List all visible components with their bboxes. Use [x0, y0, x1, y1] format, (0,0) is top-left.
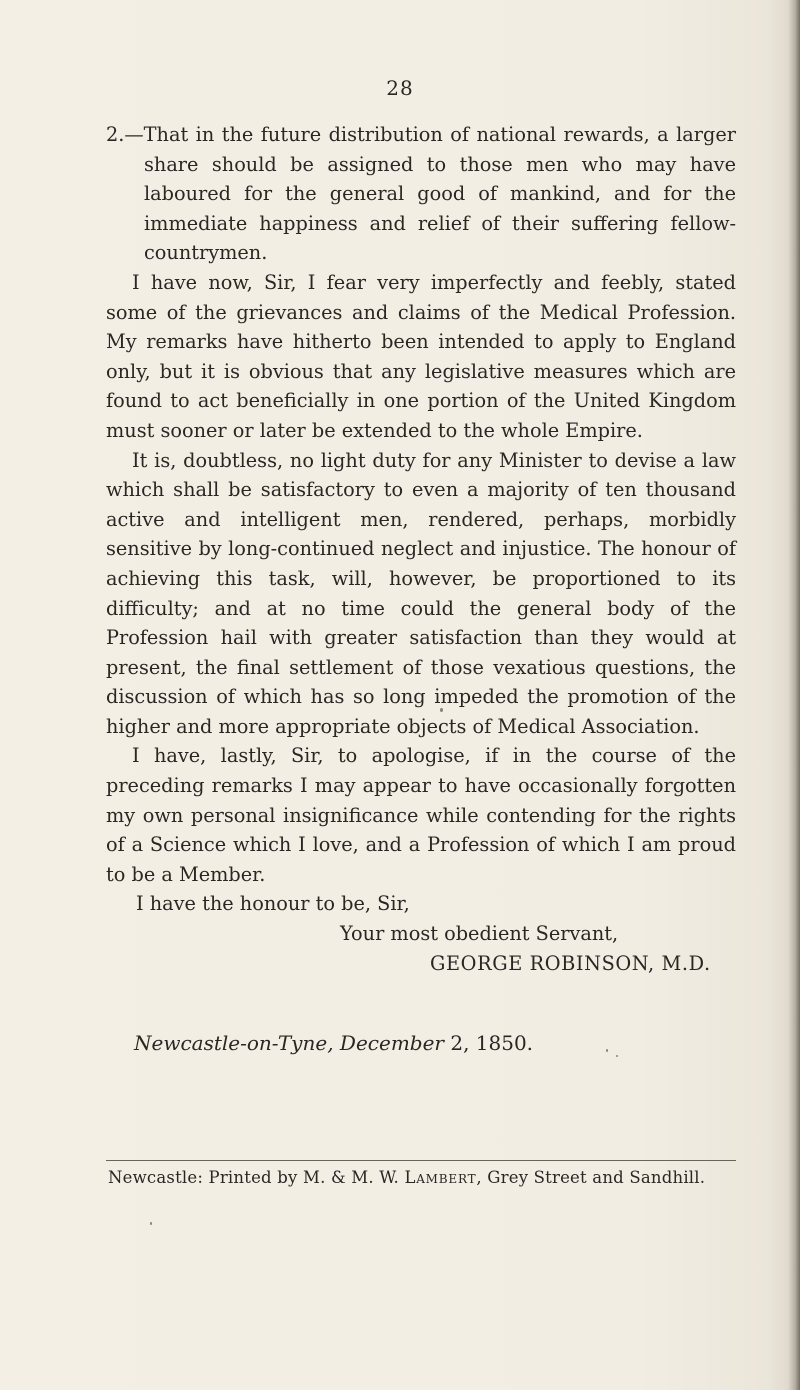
paragraph-point-2: 2.—That in the future distribution of national rewards, a larger share should be assigned to those men who may have laboured for the general good of mankind, and for the immediate happiness and relief of their suffering fellow-countrymen.	[106, 123, 736, 265]
page-number: 28	[386, 76, 414, 100]
imprint-suffix: , Grey Street and Sandhill.	[476, 1168, 706, 1187]
place-and-month: Newcastle-on-Tyne, December	[134, 1031, 444, 1055]
imprint-printer-name: Lambert	[404, 1168, 477, 1187]
printer-imprint	[108, 1168, 705, 1187]
paper-speck	[616, 1055, 618, 1057]
imprint-prefix: Newcastle: Printed by M. & M. W.	[108, 1168, 405, 1187]
closing-servant-line: Your most obedient Servant,	[340, 922, 619, 946]
paper-speck	[150, 1222, 152, 1225]
page-edge-shadow	[788, 0, 800, 1390]
body-text	[106, 120, 736, 978]
paragraph-grievances: I have now, Sir, I fear very imperfectly and feebly, stated some of the grievances and claims of the Medical Profession. My remarks have hitherto been intended to apply to England only, but it is obvious that any legislative measures which are found to act beneficially in one portion of the United Kingdom must sooner or later be extended to the whole Empire.	[106, 270, 736, 442]
paper-speck	[440, 708, 443, 712]
day-and-year: 2, 1850.	[443, 1031, 534, 1055]
paragraph-minister-duty: It is, doubtless, no light duty for any Minister to devise a law which shall be satisfactory to even a majority of ten thousand active and intelligent men, rendered, perhaps, morbidly sensitive by long-continued neglect and injustice. The honour of achieving this task, will, however, be proportioned to its difficulty; and at no time could the general body of the Profession hail with greater satisfaction than they would at present, the final settlement of those vexatious questions, the discussion of which has so long impeded the promotion of the higher and more appropriate objects of Medical Association.	[106, 448, 736, 738]
closing-honour-line: I have the honour to be, Sir,	[136, 892, 410, 916]
footer-divider	[106, 1160, 736, 1161]
paper-speck	[606, 1049, 608, 1052]
paragraph-apology: I have, lastly, Sir, to apologise, if in the course of the preceding remarks I may appear to have occasionally forgotten my own personal insignificance while contending for the rights of a Science which I love, and a Profession of which I am proud to be a Member.	[106, 744, 736, 886]
place-and-date	[134, 1031, 533, 1055]
signature: GEORGE ROBINSON, M.D.	[430, 951, 711, 975]
